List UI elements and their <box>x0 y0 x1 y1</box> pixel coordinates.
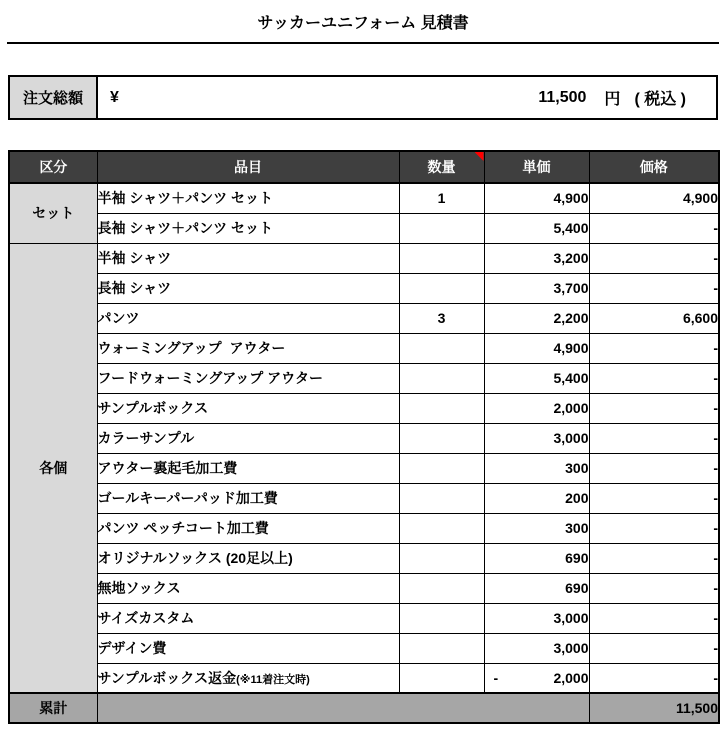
item-cell <box>97 543 399 573</box>
qty-cell[interactable]: 3 <box>399 303 484 333</box>
unit-price-cell: 2,000 <box>484 393 589 423</box>
table-row <box>9 243 719 273</box>
unit-price-cell: 200 <box>484 483 589 513</box>
header-category: 区分 <box>9 151 97 183</box>
price-cell: 4,900 <box>589 183 719 213</box>
item-name: アウター裏起毛加工費 <box>97 460 238 476</box>
qty-cell[interactable] <box>399 543 484 573</box>
footer-total: 11,500 <box>589 693 719 723</box>
item-name: サイズカスタム <box>97 610 195 626</box>
footer-label: 累計 <box>9 693 97 723</box>
item-cell <box>97 333 399 363</box>
table-row <box>9 663 719 693</box>
qty-cell[interactable] <box>399 243 484 273</box>
unit-price-cell: 5,400 <box>484 363 589 393</box>
table-row <box>9 603 719 633</box>
qty-cell[interactable] <box>399 213 484 243</box>
unit-price-cell: 3,000 <box>484 633 589 663</box>
table-row <box>9 513 719 543</box>
order-total-amount: 11,500 <box>538 88 587 106</box>
quote-table-footer <box>9 693 719 723</box>
qty-cell[interactable] <box>399 273 484 303</box>
group-cell: セット <box>9 183 97 243</box>
header-row <box>9 151 719 183</box>
qty-cell[interactable] <box>399 453 484 483</box>
unit-price-cell: 2,200 <box>484 303 589 333</box>
qty-cell[interactable] <box>399 663 484 693</box>
item-name: サンプルボックス <box>97 400 209 416</box>
unit-price-cell: 690 <box>484 573 589 603</box>
item-cell <box>97 243 399 273</box>
price-cell: 6,600 <box>589 303 719 333</box>
item-name: デザイン費 <box>97 640 167 656</box>
qty-cell[interactable] <box>399 603 484 633</box>
unit-price-cell: 690 <box>484 543 589 573</box>
table-row <box>9 453 719 483</box>
table-row <box>9 633 719 663</box>
item-cell <box>97 183 399 213</box>
price-cell: - <box>589 243 719 273</box>
price-cell: - <box>589 423 719 453</box>
item-note: (※11着注文時) <box>236 673 310 686</box>
unit-price-cell: 5,400 <box>484 213 589 243</box>
item-name: パンツ <box>97 310 140 326</box>
qty-cell[interactable] <box>399 573 484 603</box>
item-cell <box>97 633 399 663</box>
header-item: 品目 <box>97 151 399 183</box>
order-total-label: 注文総額 <box>10 77 98 118</box>
footer-row <box>9 693 719 723</box>
quote-table-header <box>9 151 719 183</box>
comment-marker-icon <box>475 152 484 161</box>
page-title: サッカーユニフォーム 見積書 <box>257 15 469 32</box>
item-name: オリジナルソックス (20足以上) <box>97 550 293 566</box>
item-cell <box>97 393 399 423</box>
unit-price-cell: 300 <box>484 513 589 543</box>
qty-cell[interactable] <box>399 483 484 513</box>
item-cell <box>97 483 399 513</box>
item-name: 半袖 シャツ＋パンツ セット <box>97 190 273 207</box>
qty-cell[interactable] <box>399 333 484 363</box>
item-name: ウォーミングアップ アウター <box>97 340 286 356</box>
item-name: フードウォーミングアップ アウター <box>97 370 324 386</box>
item-name: 無地ソックス <box>97 580 181 596</box>
order-total-tax-note: ( 税込 ) <box>634 91 686 108</box>
item-name: 長袖 シャツ＋パンツ セット <box>97 220 273 236</box>
qty-cell[interactable] <box>399 423 484 453</box>
table-row <box>9 183 719 213</box>
qty-cell[interactable] <box>399 513 484 543</box>
price-cell: - <box>589 663 719 693</box>
qty-cell[interactable]: 1 <box>399 183 484 213</box>
item-name: 半袖 シャツ <box>97 250 172 266</box>
price-cell: - <box>589 483 719 513</box>
unit-price-cell: 3,000 <box>484 603 589 633</box>
header-unit-price: 単価 <box>484 151 589 183</box>
header-price: 価格 <box>589 151 719 183</box>
item-name: 長袖 シャツ <box>97 280 172 296</box>
price-cell: - <box>589 513 719 543</box>
item-cell <box>97 513 399 543</box>
item-cell <box>97 453 399 483</box>
footer-spacer <box>97 693 589 723</box>
order-total-box <box>8 75 718 120</box>
price-cell: - <box>589 363 719 393</box>
item-name: サンプルボックス返金 <box>97 669 237 686</box>
item-cell <box>97 213 399 243</box>
qty-cell[interactable] <box>399 393 484 423</box>
table-row <box>9 423 719 453</box>
price-cell: - <box>589 603 719 633</box>
item-cell <box>97 363 399 393</box>
negative-sign: - <box>493 669 499 686</box>
table-row <box>9 393 719 423</box>
table-row <box>9 333 719 363</box>
quote-table <box>8 150 720 724</box>
order-total-value-cell <box>98 77 716 118</box>
item-cell <box>97 273 399 303</box>
table-row <box>9 273 719 303</box>
currency-symbol: ¥ <box>110 88 119 106</box>
table-row <box>9 543 719 573</box>
quote-table-body <box>9 183 719 693</box>
unit-price-cell: 3,000 <box>484 423 589 453</box>
table-row <box>9 363 719 393</box>
item-cell <box>97 303 399 333</box>
qty-cell[interactable] <box>399 633 484 663</box>
unit-price-cell: 4,900 <box>484 333 589 363</box>
item-cell <box>97 663 399 693</box>
unit-price-cell: 4,900 <box>484 183 589 213</box>
header-qty <box>399 151 484 183</box>
item-cell <box>97 603 399 633</box>
item-name: ゴールキーパーパッド加工費 <box>97 490 278 506</box>
unit-price-cell <box>484 663 589 693</box>
table-row <box>9 303 719 333</box>
order-total-unit: 円 <box>604 91 621 108</box>
item-cell <box>97 423 399 453</box>
title-divider <box>7 42 719 44</box>
unit-price-cell: 3,200 <box>484 243 589 273</box>
unit-price-value: 2,000 <box>553 669 589 686</box>
price-cell: - <box>589 573 719 603</box>
price-cell: - <box>589 453 719 483</box>
price-cell: - <box>589 333 719 363</box>
price-cell: - <box>589 633 719 663</box>
header-qty-label: 数量 <box>427 159 456 175</box>
price-cell: - <box>589 213 719 243</box>
item-cell <box>97 573 399 603</box>
table-row <box>9 573 719 603</box>
item-name: パンツ ペッチコート加工費 <box>97 520 269 536</box>
price-cell: - <box>589 393 719 423</box>
unit-price-cell: 300 <box>484 453 589 483</box>
qty-cell[interactable] <box>399 363 484 393</box>
table-row <box>9 213 719 243</box>
group-cell: 各個 <box>9 243 97 693</box>
price-cell: - <box>589 273 719 303</box>
table-row <box>9 483 719 513</box>
unit-price-cell: 3,700 <box>484 273 589 303</box>
item-name: カラーサンプル <box>97 430 195 446</box>
price-cell: - <box>589 543 719 573</box>
